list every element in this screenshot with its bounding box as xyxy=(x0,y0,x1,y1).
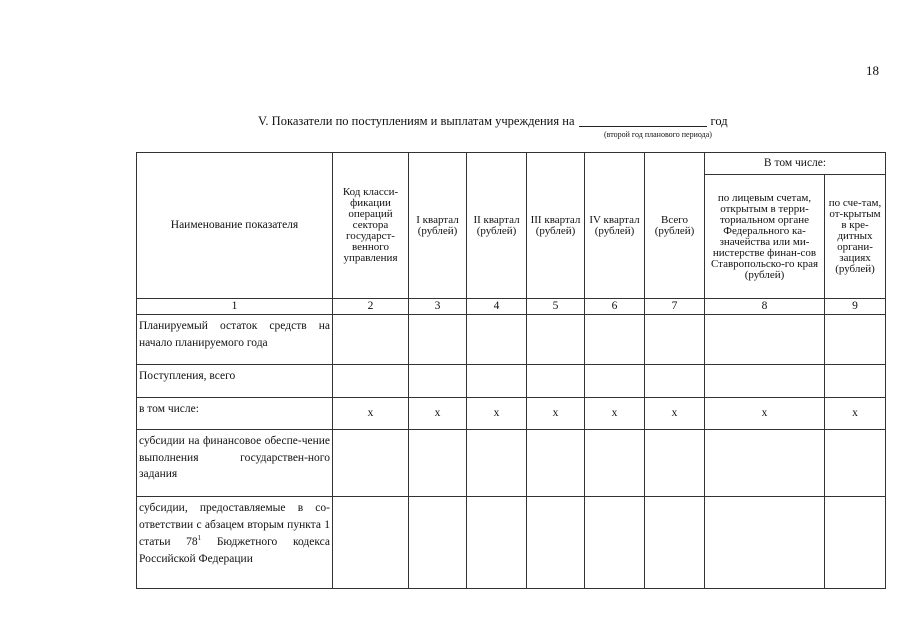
table-cell[interactable] xyxy=(825,497,886,589)
table-row xyxy=(137,497,886,589)
table-cell[interactable] xyxy=(585,365,645,398)
table-cell[interactable] xyxy=(705,430,825,497)
table-cell[interactable]: х xyxy=(527,398,585,430)
table-cell[interactable]: х xyxy=(333,398,409,430)
row-label-tail: Бюджетного кодекса Российской Федерации xyxy=(139,536,330,565)
table-cell[interactable] xyxy=(527,365,585,398)
table-cell[interactable]: х xyxy=(585,398,645,430)
table-cell[interactable]: х xyxy=(705,398,825,430)
table-cell[interactable] xyxy=(825,365,886,398)
column-number-row xyxy=(137,299,886,315)
table-cell[interactable]: х xyxy=(409,398,467,430)
table-cell[interactable] xyxy=(585,497,645,589)
column-number: 1 xyxy=(137,299,333,315)
table-cell[interactable] xyxy=(467,365,527,398)
table-cell[interactable]: х xyxy=(825,398,886,430)
table-cell[interactable] xyxy=(333,365,409,398)
indicators-table xyxy=(136,152,886,589)
section-title-suffix: год xyxy=(710,114,728,128)
header-total: Всего (рублей) xyxy=(645,153,705,299)
table-cell[interactable] xyxy=(409,365,467,398)
column-number: 8 xyxy=(705,299,825,315)
table-cell[interactable] xyxy=(585,430,645,497)
table-cell[interactable] xyxy=(333,497,409,589)
section-title-prefix: V. Показатели по поступлениям и выплатам учреждения на xyxy=(258,114,575,128)
table-cell[interactable] xyxy=(467,315,527,365)
table-row xyxy=(137,398,886,430)
table-cell[interactable] xyxy=(585,315,645,365)
table-cell[interactable]: х xyxy=(645,398,705,430)
header-personal-accounts: по лицевым счетам, открытым в терри-ториальном органе Федерального ка-значейства или ми-нистерстве финан-сов Ставропольско-го края (рублей) xyxy=(705,175,825,299)
table-cell[interactable] xyxy=(409,430,467,497)
row-label: в том числе: xyxy=(137,398,333,430)
column-number: 6 xyxy=(585,299,645,315)
table-cell[interactable] xyxy=(705,497,825,589)
year-blank-field[interactable] xyxy=(579,116,707,127)
column-number: 4 xyxy=(467,299,527,315)
table-cell[interactable] xyxy=(409,315,467,365)
header-classification-code: Код класси-фикации операций сектора государст-венного управления xyxy=(333,153,409,299)
table-cell[interactable] xyxy=(467,430,527,497)
column-number: 5 xyxy=(527,299,585,315)
table-cell[interactable] xyxy=(333,430,409,497)
table-cell[interactable] xyxy=(645,365,705,398)
column-number: 7 xyxy=(645,299,705,315)
page-number: 18 xyxy=(866,63,879,78)
table-cell[interactable] xyxy=(527,430,585,497)
table-row xyxy=(137,365,886,398)
table-cell[interactable] xyxy=(645,497,705,589)
table-cell[interactable] xyxy=(825,430,886,497)
table-cell[interactable] xyxy=(333,315,409,365)
table-row xyxy=(137,430,886,497)
header-including: В том числе: xyxy=(705,153,886,175)
table-cell[interactable]: х xyxy=(467,398,527,430)
table-cell[interactable] xyxy=(527,497,585,589)
table-cell[interactable] xyxy=(645,315,705,365)
header-quarter-4: IV квартал (рублей) xyxy=(585,153,645,299)
row-label-main: субсидии, предоставляемые в со-ответствии с абзацем вторым пункта 1 статьи 78 xyxy=(139,502,330,549)
row-label: Поступления, всего xyxy=(137,365,333,398)
column-number: 3 xyxy=(409,299,467,315)
section-title xyxy=(258,114,728,129)
section-title-note: (второй год планового периода) xyxy=(604,130,712,139)
header-quarter-1: I квартал (рублей) xyxy=(409,153,467,299)
table-row xyxy=(137,315,886,365)
table-cell[interactable] xyxy=(527,315,585,365)
table-cell[interactable] xyxy=(467,497,527,589)
table-cell[interactable] xyxy=(825,315,886,365)
header-credit-accounts: по сче-там, от-крытым в кре-дитных органи-зациях (рублей) xyxy=(825,175,886,299)
row-label: Планируемый остаток средств на начало планируемого года xyxy=(137,315,333,365)
header-indicator-name: Наименование показателя xyxy=(137,153,333,299)
table-cell[interactable] xyxy=(645,430,705,497)
table-cell[interactable] xyxy=(705,365,825,398)
row-label-superscript: 1 xyxy=(197,534,202,543)
column-number: 9 xyxy=(825,299,886,315)
header-quarter-2: II квартал (рублей) xyxy=(467,153,527,299)
table-cell[interactable] xyxy=(705,315,825,365)
header-quarter-3: III квартал (рублей) xyxy=(527,153,585,299)
row-label: субсидии на финансовое обеспе-чение выполнения государствен-ного задания xyxy=(137,430,333,497)
row-label xyxy=(137,497,333,589)
column-number: 2 xyxy=(333,299,409,315)
table-cell[interactable] xyxy=(409,497,467,589)
